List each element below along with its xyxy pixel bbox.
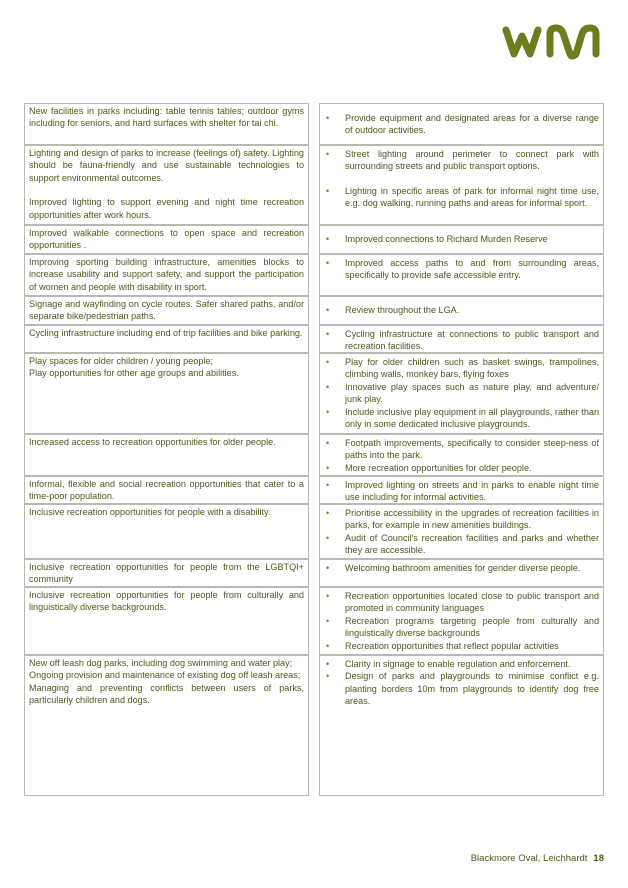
table-row [24, 476, 604, 504]
bullet-icon: • [326, 591, 330, 601]
table-row [24, 353, 604, 434]
list-item: • Include inclusive play equipment in all playgrounds, rather than only in some dedicated inclusive playgrounds. [326, 406, 599, 430]
page-number: 18 [593, 853, 604, 864]
need-cell [24, 434, 309, 476]
list-item: • Recreation opportunities that reflect popular activities [326, 640, 559, 651]
bullet-icon: • [326, 508, 330, 518]
bullet-icon: • [326, 659, 330, 669]
wm-logo-mark [500, 22, 606, 62]
bullet-icon: • [326, 406, 330, 417]
bullet-icon: • [326, 258, 330, 268]
need-text: Improved walkable connections to open space and recreation opportunities . [29, 228, 304, 251]
bullet-icon: • [326, 438, 330, 448]
need-cell [24, 353, 309, 434]
table-row [24, 254, 604, 296]
list-item: • Play for older children such as basket swings, trampolines, climbing walls, monkey bars, flying foxes [326, 357, 599, 380]
need-text: Inclusive recreation opportunities for people with a disability. [29, 507, 271, 517]
bullet-icon: • [326, 112, 330, 123]
bullet-icon: • [326, 563, 330, 573]
bullet-icon: • [326, 462, 330, 473]
need-text: Informal, flexible and social recreation opportunities that cater to a time-poor population. [29, 479, 304, 502]
need-text: Improved lighting to support evening and night time recreation opportunities after work hours. [29, 197, 304, 220]
need-cell [24, 254, 309, 296]
need-cell [24, 145, 309, 225]
list-item: • Improved lighting on streets and in parks to enable night time use including for informal activities. [326, 480, 599, 503]
bullet-icon: • [326, 185, 330, 196]
bullet-icon: • [326, 480, 330, 490]
need-text: New off leash dog parks, including dog swimming and water play; [29, 658, 293, 668]
list-item: • Recreation opportunities located close to public transport and promoted in community languages [326, 591, 599, 614]
action-cell [319, 587, 604, 655]
need-cell [24, 655, 309, 796]
footer-location: Blackmore Oval, Leichhardt [470, 853, 588, 864]
list-item: • Prioritise accessibility in the upgrades of recreation facilities in parks, for example in new amenities buildings. [326, 508, 599, 531]
table-row [24, 655, 604, 796]
list-item: • Lighting in specific areas of park for informal night time use, e.g. dog walking, running paths and areas for informal sport. [326, 185, 599, 209]
need-text: Lighting and design of parks to increase (feelings of) safety. Lighting should be fauna-friendly and use sustainable technologies to support environmental outcomes. [29, 148, 304, 183]
need-text: Play spaces for older children / young people; [29, 356, 214, 366]
bullet-icon: • [326, 329, 330, 339]
list-item: • Improved access paths to and from surrounding areas, specifically to provide safe accessible entry. [326, 258, 599, 281]
list-item: • Improved connections to Richard Murden Reserve [326, 234, 548, 245]
need-cell [24, 103, 309, 145]
need-cell [24, 587, 309, 655]
table-row [24, 434, 604, 476]
action-cell [319, 655, 604, 796]
table-row [24, 504, 604, 559]
list-item: • Provide equipment and designated areas for a diverse range of outdoor activities. [326, 112, 599, 135]
action-cell [319, 103, 604, 145]
bullet-icon: • [326, 615, 330, 626]
need-cell [24, 296, 309, 325]
bullet-icon: • [326, 357, 330, 367]
action-cell [319, 325, 604, 353]
action-cell [319, 145, 604, 225]
bullet-icon: • [326, 149, 330, 159]
bullet-icon: • [326, 305, 330, 316]
list-item: • More recreation opportunities for older people. [326, 462, 532, 473]
list-item: • Innovative play spaces such as nature play, and adventure/ junk play. [326, 381, 599, 405]
page-footer [471, 853, 604, 864]
list-item: • Design of parks and playgrounds to minimise conflict e.g. planting borders 10m from playgrounds to identify dog free areas. [326, 671, 599, 707]
need-text: Inclusive recreation opportunities for people from the LGBTQI+ community [29, 562, 304, 585]
list-item: • Street lighting around perimeter to connect park with surrounding streets and public transport options. [326, 149, 599, 172]
wm-logo [500, 22, 606, 62]
list-item: • Footpath improvements, specifically to consider steep-ness of paths into the park. [326, 438, 599, 461]
action-cell [319, 476, 604, 504]
action-cell [319, 296, 604, 325]
need-text: Play opportunities for other age groups and abilities. [29, 368, 239, 379]
need-text: Managing and preventing conflicts between users of parks, particularly children and dogs. [29, 682, 304, 706]
action-cell [319, 225, 604, 254]
table-row [24, 225, 604, 254]
need-text: Ongoing provision and maintenance of existing dog off leash areas; [29, 670, 301, 681]
need-text: Inclusive recreation opportunities for people from culturally and linguistically diverse backgrounds. [29, 590, 304, 613]
need-text: Increased access to recreation opportunities for older people. [29, 437, 276, 447]
table-row [24, 559, 604, 587]
action-cell [319, 254, 604, 296]
action-cell [319, 353, 604, 434]
action-cell [319, 504, 604, 559]
need-cell [24, 476, 309, 504]
recommendations-table [24, 103, 604, 796]
table-row [24, 587, 604, 655]
need-cell [24, 325, 309, 353]
bullet-icon: • [326, 381, 330, 392]
list-item: • Audit of Council's recreation facilities and parks and whether they are accessible. [326, 532, 599, 556]
bullet-icon: • [326, 640, 330, 651]
list-item: • Cycling infrastructure at connections to public transport and recreation facilities. [326, 329, 599, 352]
need-cell [24, 225, 309, 254]
bullet-icon: • [326, 234, 330, 245]
action-cell [319, 434, 604, 476]
bullet-icon: • [326, 671, 330, 682]
need-text: Improving sporting building infrastructure, amenities blocks to increase usability and support safety, and support the participation of women and people with disability in sport. [29, 257, 304, 292]
list-item: • Review throughout the LGA. [326, 305, 460, 316]
action-cell [319, 559, 604, 587]
table-row [24, 325, 604, 353]
need-text: New facilities in parks including: table tennis tables; outdoor gyms including for seniors, and hard surfaces with shelter for tai chi. [29, 106, 304, 129]
list-item: • Clarity in signage to enable regulation and enforcement. [326, 659, 571, 669]
list-item: • Welcoming bathroom amenities for gender diverse people. [326, 563, 581, 573]
need-cell [24, 504, 309, 559]
table-row [24, 103, 604, 145]
table-row [24, 296, 604, 325]
list-item: • Recreation programs targeting people from culturally and linguistically diverse backgrounds [326, 615, 599, 639]
table-row [24, 145, 604, 225]
need-cell [24, 559, 309, 587]
bullet-icon: • [326, 532, 330, 543]
need-text: Signage and wayfinding on cycle routes. Safer shared paths, and/or separate bike/pedestrian paths. [29, 299, 304, 322]
need-text: Cycling infrastructure including end of trip facilities and bike parking. [29, 328, 303, 338]
